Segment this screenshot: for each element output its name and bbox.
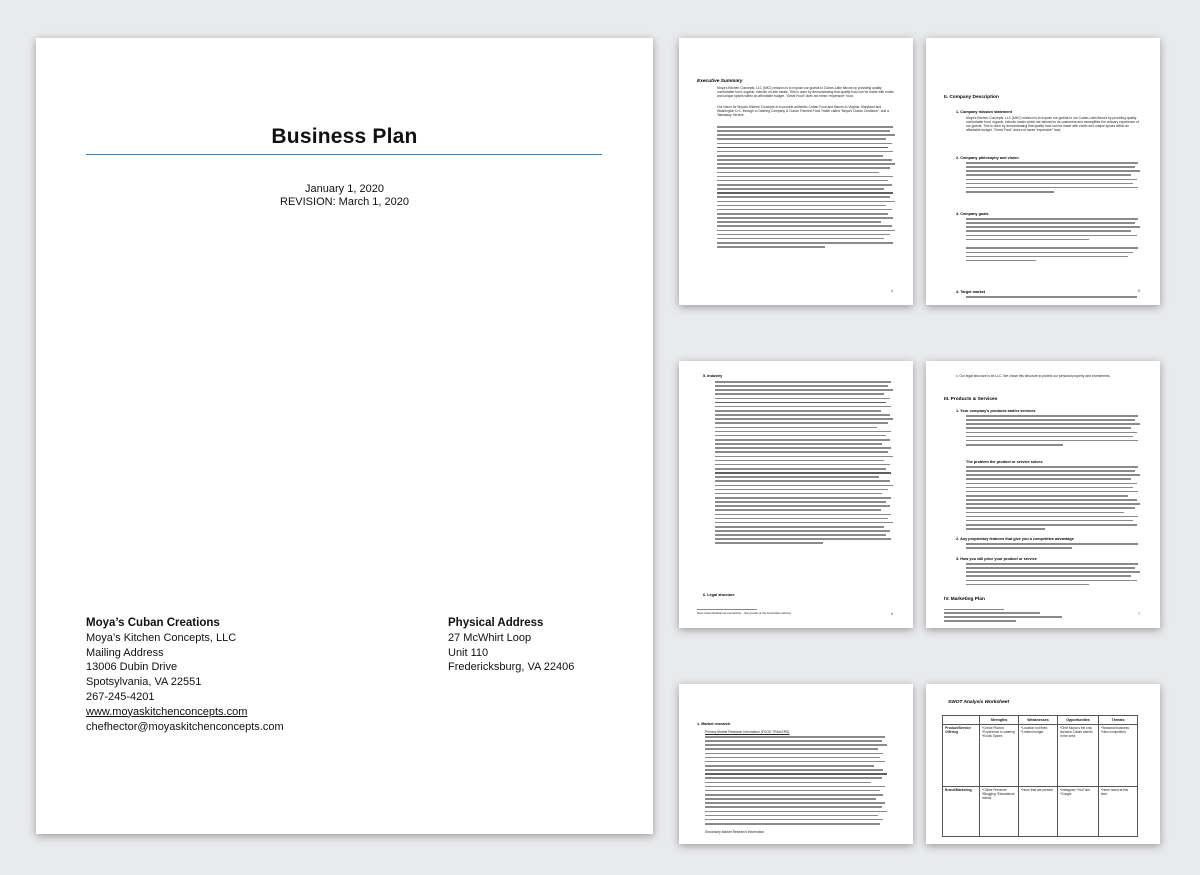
table-cell: *Chef Moya is the only licensed Cuban caterer in the area: [1058, 725, 1099, 787]
subsection-heading: 2. Any proprietary features that give you a competitive advantage: [956, 537, 1074, 541]
paragraph: Moya’s Kitchen Concepts, LLC (MKC) mission is to expose our guests to our Cuban-Latin flavors by providing quality comfortable food, organic, eclectic meals which are tailored to its customers and exemplifies the culinary experience of our guests. This is done by demonstrating that quality food can be made with exotic and unique spices within an affordable budget. “Great Food” does not mean “expensive” food.: [966, 116, 1139, 133]
footnote-lines: [944, 612, 1064, 624]
subheading: Secondary Market Research Information: [705, 830, 765, 834]
physical-city: Fredericksburg, VA 22406: [448, 661, 575, 674]
mailing-label: Mailing Address: [86, 646, 164, 659]
title-rule: [86, 154, 602, 155]
mailing-city: Spotsylvania, VA 22551: [86, 676, 202, 689]
table-cell: *Online Presence *Blogging *Educational videos: [980, 787, 1019, 837]
page-number: 6: [891, 612, 893, 616]
date-block: [36, 183, 653, 209]
page-swot: [926, 684, 1160, 844]
body-text-lines: [966, 415, 1142, 448]
table-header-row: [943, 716, 1138, 725]
revision: REVISION: March 1, 2020: [280, 196, 409, 208]
footnote-rule: [944, 609, 1004, 610]
body-text-lines: [966, 563, 1142, 588]
page-products-services: [926, 361, 1160, 628]
physical-address-heading: Physical Address: [448, 617, 544, 629]
body-text-lines: [966, 466, 1142, 532]
page-industry: [679, 361, 913, 628]
subsection-heading: 3. How you will price your product or service: [956, 557, 1037, 561]
header-cell: Weaknesses: [1019, 716, 1058, 725]
body-text-lines: [966, 543, 1142, 551]
date: January 1, 2020: [305, 183, 384, 195]
page-market-research: [679, 684, 913, 844]
mailing-address-block: [86, 616, 284, 734]
section-heading: IV. Marketing Plan: [944, 597, 985, 602]
page-number: 7: [1138, 612, 1140, 616]
body-text-lines: [715, 381, 895, 547]
body-text-lines: [717, 126, 897, 250]
body-text-lines: [966, 218, 1142, 264]
table-row: [943, 725, 1138, 787]
company-heading: Moya’s Cuban Creations: [86, 617, 220, 629]
cover-page: [36, 38, 653, 834]
table-cell: *None noted at this time: [1099, 787, 1138, 837]
subsection-heading: 5. Industry: [703, 374, 723, 378]
document-title: Business Plan: [271, 125, 418, 148]
subsection-heading: 4. Target market: [956, 290, 986, 294]
section-heading: III. Products & Services: [944, 397, 998, 402]
subsection-heading: 1. Company mission statement: [956, 110, 1012, 114]
email: chefhector@moyaskitchenconcepts.com: [86, 720, 284, 733]
table-row: [943, 787, 1138, 837]
subsection-heading: 6. Legal structure: [703, 593, 735, 597]
website-link[interactable]: www.moyaskitchenconcepts.com: [86, 705, 248, 718]
page-number: 4: [891, 289, 893, 293]
mailing-street: 13006 Dubin Drive: [86, 661, 178, 674]
subheading: Primary Market Research Information (FOOD TRAILERS): [705, 730, 790, 734]
subsection-heading: 1. Your company’s products and/or services: [956, 409, 1036, 413]
company-name: Moya’s Kitchen Concepts, LLC: [86, 631, 237, 644]
subsection-heading: The problem the product or service solves: [966, 460, 1043, 464]
page-number: 5: [1138, 289, 1140, 293]
body-text-lines: [705, 736, 889, 827]
paragraph: c. Our legal structure is an LLC. We chose this structure to protect our personal property and investments.: [956, 374, 1111, 378]
phone: 267-245-4201: [86, 690, 155, 703]
header-cell: [943, 716, 980, 725]
paragraph: Moya’s Kitchen Concepts, LLC (MKC) mission is to expose our guests to Cuban-Latin flavors by providing quality comfortable food, organic, eclectic on-site meals. This is done by demonstrating that quality food can be made with exotic and unique spices within an affordable budget. “Great Food” does not mean “expensive” food.: [717, 86, 894, 99]
footnote-rule: [697, 609, 757, 610]
subsection-heading: 1. Market research: [697, 722, 731, 726]
header-cell: Threats: [1099, 716, 1138, 725]
swot-table: [942, 715, 1138, 837]
section-heading: SWOT Analysis Worksheet: [948, 700, 1010, 705]
page-company-description: [926, 38, 1160, 305]
physical-unit: Unit 110: [448, 646, 489, 659]
physical-address-block: [448, 616, 574, 675]
body-text-lines: [966, 296, 1142, 300]
section-heading: II. Company Description: [944, 95, 999, 100]
body-text-lines: [966, 162, 1142, 195]
table-cell: Brand/Marketing: [943, 787, 980, 837]
footnote: https://www.floridatrend.com/article/…/the-growth-of-the-food-trailer-industry: [697, 611, 792, 615]
physical-street: 27 McWhirt Loop: [448, 631, 532, 644]
table-cell: *Location not fixed *Limited budget: [1019, 725, 1058, 787]
header-cell: Opportunities: [1058, 716, 1099, 725]
table-cell: *Seasonal business *New competitors: [1099, 725, 1138, 787]
table-cell: *Creole Flavors *Experience in catering *Exotic Spices: [980, 725, 1019, 787]
subsection-heading: 3. Company goals: [956, 212, 989, 216]
table-cell: *None that are present: [1019, 787, 1058, 837]
paragraph: Our vision for Moya’s Kitchen Concepts is to provide authentic Cuban Food and flavors to Virginia, Maryland and Washington D.C. through a Catering Company & Cuban Themed Food Trailer called “Moya’s Cuban Creations”, and a Takeaway Service.: [717, 105, 890, 118]
section-heading: Executive Summary: [697, 79, 743, 84]
subsection-heading: 2. Company philosophy and vision: [956, 156, 1019, 160]
header-cell: Strengths: [980, 716, 1019, 725]
table-cell: Product/Service Offering: [943, 725, 980, 787]
page-executive-summary: [679, 38, 913, 305]
table-cell: *Instagram *YouTube *Google: [1058, 787, 1099, 837]
